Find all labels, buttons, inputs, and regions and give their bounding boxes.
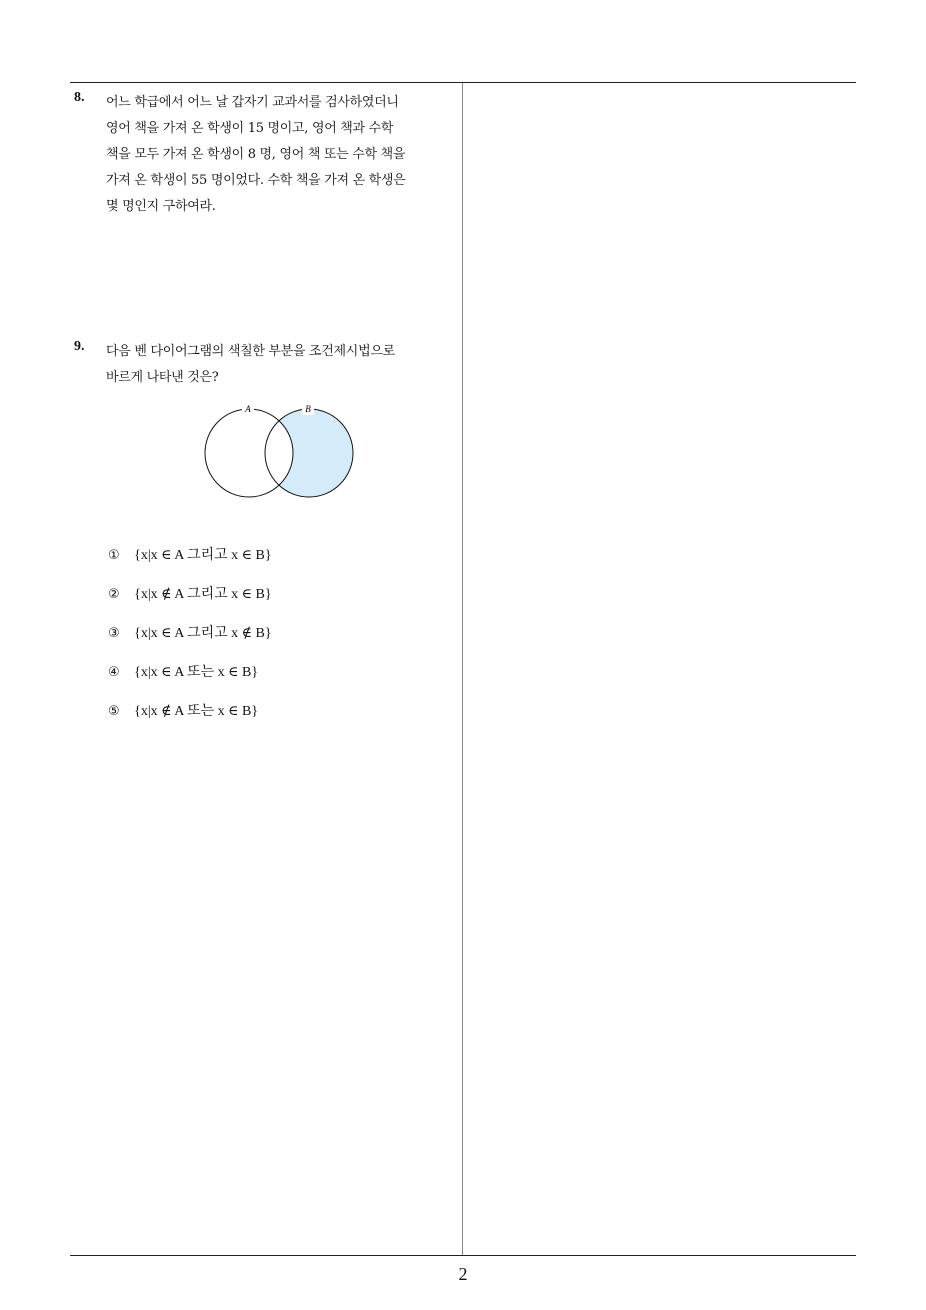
question-8-text [106,90,458,220]
choice-1-mark: ① [108,548,120,563]
question-8-line: 몇 명인지 구하여라. [106,199,216,214]
venn-diagram [200,400,360,504]
question-8-number: 8. [74,90,85,105]
choice-4-mark: ④ [108,665,120,680]
label-b: B [305,404,311,414]
question-9-text [106,339,458,391]
column-divider [462,83,463,1255]
question-9-line: 다음 벤 다이어그램의 색칠한 부분을 조건제시법으로 [106,344,395,359]
choice-5[interactable] [108,702,258,722]
choice-4-text: {x|x ∈ A 또는 x ∈ B} [134,665,259,680]
choice-2-text: {x|x ∉ A 그리고 x ∈ B} [134,587,272,602]
question-8-line: 책을 모두 가져 온 학생이 8 명, 영어 책 또는 수학 책을 [106,147,406,162]
choice-4[interactable] [108,663,258,683]
question-9 [74,339,458,391]
top-rule [70,82,856,83]
choice-2[interactable] [108,585,272,605]
question-8-line: 가져 온 학생이 55 명이었다. 수학 책을 가져 온 학생은 [106,173,406,188]
bottom-rule [70,1255,856,1256]
choice-1-text: {x|x ∈ A 그리고 x ∈ B} [134,548,272,563]
choice-5-mark: ⑤ [108,704,120,719]
question-8-line: 영어 책을 가져 온 학생이 15 명이고, 영어 책과 수학 [106,121,394,136]
question-8-line: 어느 학급에서 어느 날 갑자기 교과서를 검사하였더니 [106,95,399,110]
question-8 [74,90,458,220]
page-number: 2 [458,1264,468,1284]
label-a: A [245,404,251,414]
question-9-number: 9. [74,339,85,354]
choice-3-mark: ③ [108,626,120,641]
choice-3-text: {x|x ∈ A 그리고 x ∉ B} [134,626,272,641]
choice-2-mark: ② [108,587,120,602]
choice-3[interactable] [108,624,272,644]
choice-5-text: {x|x ∉ A 또는 x ∈ B} [134,704,259,719]
question-9-line: 바르게 나타낸 것은? [106,370,219,385]
choice-1[interactable] [108,546,272,566]
